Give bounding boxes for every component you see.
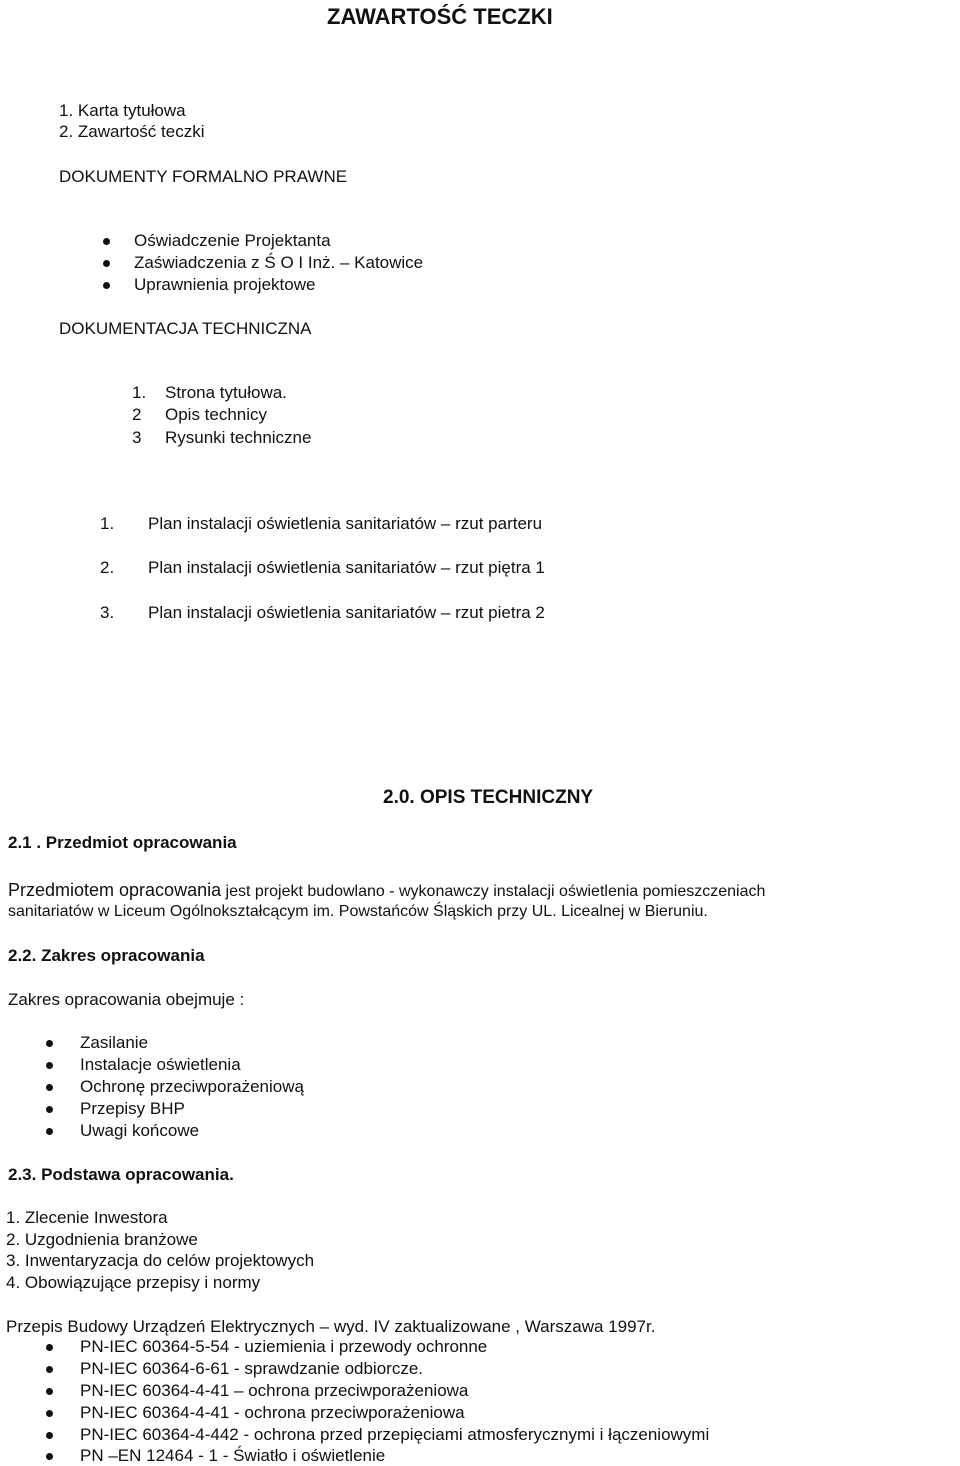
formal-heading: DOKUMENTY FORMALNO PRAWNE (59, 167, 348, 186)
tech-heading: DOKUMENTACJA TECHNICZNA (59, 319, 312, 338)
plan-item-1: Plan instalacji oświetlenia sanitariatów – rzut parteru (148, 514, 543, 533)
standard-4: PN-IEC 60364-4-41 - ochrona przeciwporażeniowa (80, 1403, 465, 1422)
bullet-icon (46, 1128, 53, 1135)
s23-item-4: 4. Obowiązujące przepisy i normy (6, 1273, 261, 1292)
formal-item-3: Uprawnienia projektowe (134, 275, 316, 294)
standard-5: PN-IEC 60364-4-442 - ochrona przed przepięciami atmosferycznymi i łączeniowymi (80, 1425, 710, 1444)
s22-item-2: Instalacje oświetlenia (80, 1055, 241, 1074)
plan-num-1: 1. (100, 514, 115, 533)
s23-item-2: 2. Uzgodnienia branżowe (6, 1230, 198, 1249)
page-title: ZAWARTOŚĆ TECZKI (327, 4, 553, 29)
tech-item-1: Strona tytułowa. (165, 383, 287, 402)
plan-item-2: Plan instalacji oświetlenia sanitariatów – rzut piętra 1 (148, 558, 545, 577)
plan-num-2: 2. (100, 558, 115, 577)
bullet-icon (46, 1453, 53, 1460)
s22-item-4: Przepisy BHP (80, 1099, 185, 1118)
bullet-icon (103, 282, 110, 289)
standard-2: PN-IEC 60364-6-61 - sprawdzanie odbiorcze. (80, 1359, 424, 1378)
bullet-icon (46, 1062, 53, 1069)
tech-num-3: 3 (132, 428, 142, 447)
s23-item-1: 1. Zlecenie Inwestora (6, 1208, 168, 1227)
standard-3: PN-IEC 60364-4-41 – ochrona przeciwporażeniowa (80, 1381, 469, 1400)
standard-1: PN-IEC 60364-5-54 - uziemienia i przewody ochronne (80, 1337, 488, 1356)
section-title: 2.0. OPIS TECHNICZNY (383, 787, 594, 808)
s21-heading: 2.1 . Przedmiot opracowania (8, 833, 237, 852)
tech-num-1: 1. (132, 383, 147, 402)
bullet-icon (46, 1366, 53, 1373)
bullet-icon (46, 1432, 53, 1439)
s22-item-1: Zasilanie (80, 1033, 149, 1052)
tech-item-3: Rysunki techniczne (165, 428, 312, 447)
s22-item-5: Uwagi końcowe (80, 1121, 200, 1140)
bullet-icon (103, 238, 110, 245)
plan-item-3: Plan instalacji oświetlenia sanitariatów – rzut pietra 2 (148, 603, 545, 622)
bullet-icon (46, 1344, 53, 1351)
toc-item-1: 1. Karta tytułowa (59, 101, 186, 120)
bullet-icon (46, 1106, 53, 1113)
s23-heading: 2.3. Podstawa opracowania. (8, 1165, 234, 1184)
s21-rest: jest projekt budowlano - wykonawczy instalacji oświetlenia pomieszczeniach (221, 883, 766, 900)
regs-line: Przepis Budowy Urządzeń Elektrycznych – wyd. IV zaktualizowane , Warszawa 1997r. (6, 1317, 656, 1336)
bullet-icon (46, 1388, 53, 1395)
s22-heading: 2.2. Zakres opracowania (8, 946, 205, 965)
bullet-icon (46, 1084, 53, 1091)
tech-num-2: 2 (132, 405, 142, 424)
bullet-icon (103, 260, 110, 267)
s22-item-3: Ochronę przeciwporażeniową (80, 1077, 304, 1096)
s23-item-3: 3. Inwentaryzacja do celów projektowych (6, 1251, 315, 1270)
formal-item-2: Zaświadczenia z Ś O I Inż. – Katowice (134, 253, 424, 272)
bullet-icon (46, 1410, 53, 1417)
s21-paragraph-line1 (8, 880, 765, 901)
s21-lead: Przedmiotem opracowania (8, 880, 222, 900)
bullet-icon (46, 1040, 53, 1047)
s21-paragraph-line2: sanitariatów w Liceum Ogólnokształcącym im. Powstańców Śląskich przy UL. Licealnej w Bieruniu. (8, 903, 708, 920)
s22-intro: Zakres opracowania obejmuje : (8, 990, 245, 1009)
formal-item-1: Oświadczenie Projektanta (134, 231, 331, 250)
standard-6: PN –EN 12464 - 1 - Światło i oświetlenie (80, 1446, 386, 1465)
tech-item-2: Opis technicy (165, 405, 268, 424)
toc-item-2: 2. Zawartość teczki (59, 122, 205, 141)
plan-num-3: 3. (100, 603, 115, 622)
